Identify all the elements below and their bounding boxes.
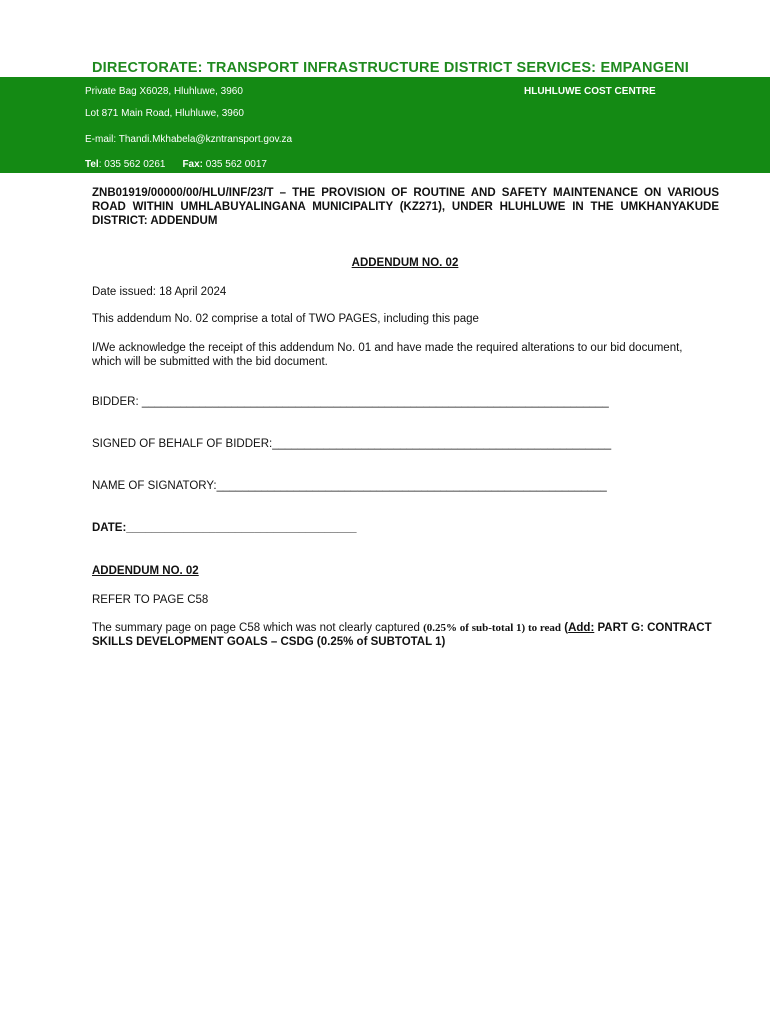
summary-add-label: Add: [568,622,595,634]
summary-correction [92,621,722,649]
addendum-heading [0,257,770,269]
bidder-field: BIDDER: _________________________________________________________________________ [92,396,609,408]
signatory-name-field: NAME OF SIGNATORY:_____________________________________________________________ [92,480,607,492]
date-issued: Date issued: 18 April 2024 [92,286,227,298]
summary-rest: PART G: CONTRACT SKILLS DEVELOPMENT GOALS – CSDG (0.25% of SUBTOTAL 1) [92,622,712,648]
phone-fax-contact [85,159,267,170]
tender-title: ZNB01919/00000/00/HLU/INF/23/T – THE PROVISION OF ROUTINE AND SAFETY MAINTENANCE ON VARIOUS ROAD WITHIN UMHLABUYALINGANA MUNICIPALITY (KZ271), UNDER HLUHLUWE IN THE UMKHANYAKUDE DISTRICT: ADDENDUM [92,187,719,227]
email-contact: E-mail: Thandi.Mkhabela@kzntransport.gov.za [85,134,293,145]
date-field: DATE:____________________________________ [92,522,357,534]
cost-centre: HLUHLUWE COST CENTRE [524,86,656,97]
summary-paren: ( [564,622,569,634]
summary-serif-note: (0.25% of sub-total 1) to read [423,622,562,634]
tel-value: : 035 562 0261 [98,159,166,170]
addendum-sub-heading: ADDENDUM NO. 02 [92,565,199,577]
pages-note: This addendum No. 02 comprise a total of TWO PAGES, including this page [92,313,479,325]
refer-page: REFER TO PAGE C58 [92,594,209,606]
header-banner [0,77,770,173]
address-postal: Private Bag X6028, Hluhluwe, 3960 [85,86,243,97]
acknowledgement-text: I/We acknowledge the receipt of this addendum No. 01 and have made the required alterations to our bid document, which will be submitted with the bid document. [92,342,683,368]
tel-label: Tel [85,159,99,170]
fax-value: 035 562 0017 [203,159,267,170]
fax-label: Fax: [182,159,204,170]
addendum-heading-text: ADDENDUM NO. 02 [351,257,459,269]
signed-on-behalf-field: SIGNED OF BEHALF OF BIDDER:_____________________________________________________ [92,438,612,450]
address-street: Lot 871 Main Road, Hluhluwe, 3960 [85,108,244,119]
directorate-title: DIRECTORATE: TRANSPORT INFRASTRUCTURE DISTRICT SERVICES: EMPANGENI [92,60,689,76]
summary-intro: The summary page on page C58 which was not clearly captured [92,622,420,634]
